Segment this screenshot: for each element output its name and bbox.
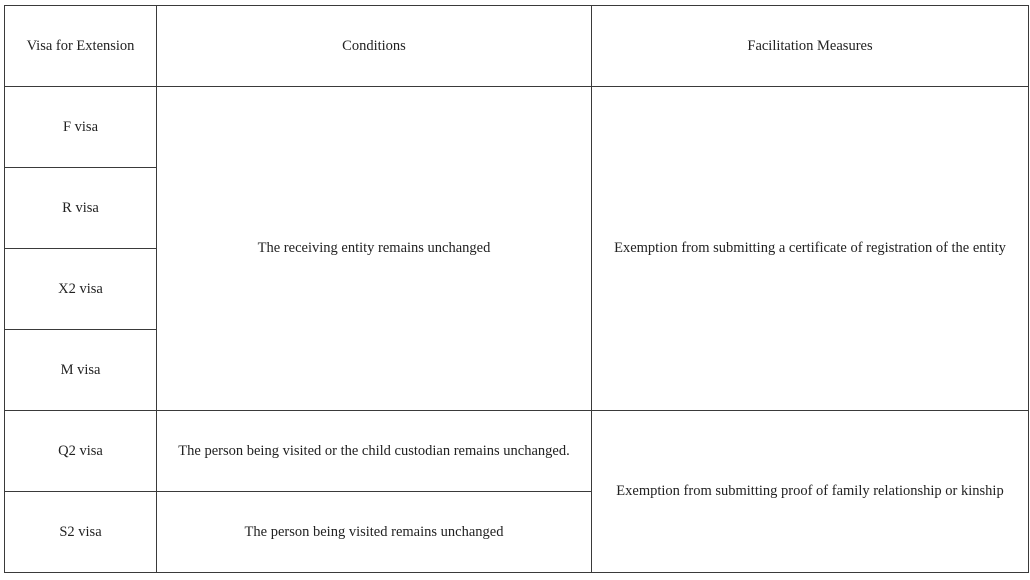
measure-cell-entity-certificate: Exemption from submitting a certificate of registration of the entity — [592, 87, 1029, 411]
visa-type-cell: M visa — [5, 330, 157, 411]
table-row — [5, 87, 1029, 168]
visa-type-cell: S2 visa — [5, 492, 157, 573]
visa-type-cell: Q2 visa — [5, 411, 157, 492]
visa-type-cell: R visa — [5, 168, 157, 249]
measure-cell-family-proof: Exemption from submitting proof of family relationship or kinship — [592, 411, 1029, 573]
table-row — [5, 411, 1029, 492]
condition-cell-receiving-entity: The receiving entity remains unchanged — [157, 87, 592, 411]
header-conditions: Conditions — [157, 6, 592, 87]
visa-type-cell: X2 visa — [5, 249, 157, 330]
header-row — [5, 6, 1029, 87]
visa-extension-table — [4, 5, 1029, 573]
header-facilitation-measures: Facilitation Measures — [592, 6, 1029, 87]
header-visa-for-extension: Visa for Extension — [5, 6, 157, 87]
condition-cell-q2: The person being visited or the child custodian remains unchanged. — [157, 411, 592, 492]
visa-type-cell: F visa — [5, 87, 157, 168]
condition-cell-s2: The person being visited remains unchanged — [157, 492, 592, 573]
